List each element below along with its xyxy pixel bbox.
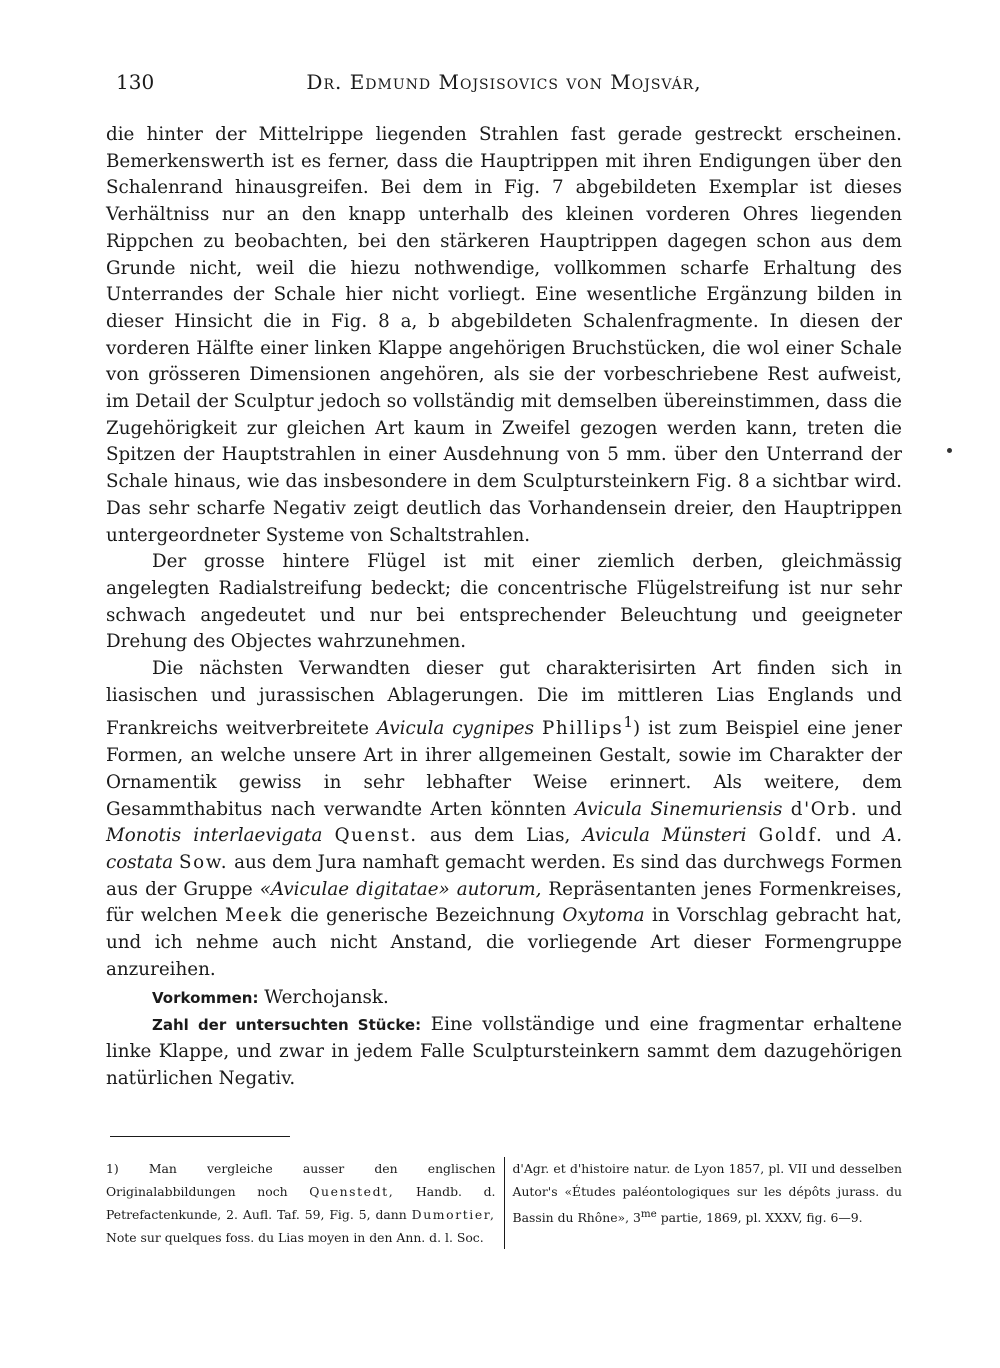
text: 1) Man vergleiche ausser den englischen Originalabbildungen noch: [106, 1161, 496, 1200]
margin-speck: [947, 448, 952, 453]
text: partie, 1869, pl. XXXV, fig. 6—9.: [656, 1210, 863, 1226]
text: d'Agr. et d'histoire natur. de Lyon 1857, pl. VII und desselben Autor's «Études paléontologiques sur les dépôts jurass. du Bassin du Rhône», 3: [512, 1161, 902, 1226]
group-name: «Aviculae digitatae» autorum,: [259, 878, 542, 900]
text: und: [823, 825, 884, 847]
footnotes: [106, 1157, 902, 1249]
text: die generische Bezeichnung: [282, 905, 563, 927]
specimen-count-label: Zahl der untersuchten Stücke:: [152, 1016, 422, 1035]
text: in Vorschlag gebracht hat, und ich nehme auch nicht Anstand, die vorliegende Art dieser Formengruppe anzureihen.: [106, 905, 902, 980]
ordinal-suffix: me: [640, 1208, 657, 1221]
paragraph-1: die hinter der Mittelrippe liegenden Strahlen fast gerade gestreckt erscheinen. Bemerkenswerth ist es ferner, dass die Hauptrippen mit ihren Endigungen über den Schalenrand hinausgreifen. Bei dem in Fig. 7 abgebildeten Exemplar ist dieses Verhältniss nur an den knapp unterhalb des kleinen vorderen Ohres liegenden Rippchen zu beobachten, bei den stärkeren Hauptrippen dagegen schon aus dem Grunde nicht, weil die hiezu nothwendige, vollkommen scharfe Erhaltung des Unterrandes der Schale hier nicht vorliegt. Eine wesentliche Ergänzung bilden in dieser Hinsicht die in Fig. 8 a, b abgebildeten Schalenfragmente. In diesen der vorderen Hälfte einer linken Klappe angehörigen Bruchstücken, die wol einer Schale von grösseren Dimensionen angehören, als sie der vorbeschriebene Rest aufweist, im Detail der Sculptur jedoch so vollständig mit demselben übereinstimmen, dass die Zugehörigkeit zur gleichen Art kaum in Zweifel gezogen werden kann, treten die Spitzen der Hauptstrahlen in einer Ausdehnung von 5 mm. über den Unterrand der Schale hinaus, wie das insbesondere in dem Sculptursteinkern Fig. 8 a sichtbar wird. Das sehr scharfe Negativ zeigt deutlich das Vorhandensein dreier, den Hauptrippen untergeordneter Systeme von Schaltstrahlen.: [106, 124, 902, 546]
footnote-divider: [110, 1136, 290, 1137]
running-head: Dr. Edmund Mojsisovics von Mojsvár,: [306, 70, 702, 94]
paragraph-3: [106, 656, 902, 984]
occurrence-line: [106, 985, 902, 1012]
footnote-column-right: [504, 1157, 903, 1249]
taxon-name: Avicula Münsteri: [582, 825, 747, 847]
text: ) ist zum Beispiel eine jener Formen, an welche unsere Art in ihrer allgemeinen Gestalt, sowie im Charakter der Ornamentik gewiss in sehr lebhafter Weise erinnert. Als weitere, dem Gesammthabitus nach verwandte Arten könnten: [106, 718, 902, 820]
taxon-name: Monotis interlaevigata: [106, 825, 323, 847]
body-text: [106, 122, 902, 1092]
page-header: [106, 70, 902, 100]
paragraph-2: Der grosse hintere Flügel ist mit einer ziemlich derben, gleichmässig angelegten Radialstreifung bedeckt; die concentrische Flügelstreifung ist nur sehr schwach angedeutet und nur bei entsprechender Beleuchtung und geeigneter Drehung des Objectes wahrzunehmen.: [106, 551, 902, 653]
occurrence-value: Werchojansk.: [258, 986, 389, 1008]
text: Handb. d. Petrefactenkunde, 2. Aufl. Taf. 59, Fig. 5, dann: [106, 1184, 496, 1223]
text: Repräsentanten jenes Formenkreises, für welchen: [106, 878, 902, 927]
footnote-ref: 1: [623, 713, 634, 732]
text: Die nächsten Verwandten dieser gut charakterisirten Art finden sich in liasischen und jurassischen Ablagerungen. Die im mittleren Lias Englands und Frankreichs weitverbreitete: [106, 658, 902, 740]
text: aus dem Lias,: [417, 825, 583, 847]
author-name: Goldf.: [758, 825, 824, 847]
taxon-name: A. costata: [106, 825, 903, 874]
genus-name: Oxytoma: [562, 905, 645, 927]
author-name: Sow.: [178, 852, 229, 874]
author-name: d'Orb.: [790, 798, 859, 820]
taxon-name: Avicula cygnipes: [376, 718, 534, 740]
author-name: Quenstedt,: [309, 1184, 395, 1200]
author-name: Quenst.: [334, 825, 418, 847]
page-number: 130: [116, 70, 155, 94]
text: und: [858, 798, 902, 820]
footnote-column-left: [106, 1157, 504, 1249]
author-name: Dumortier,: [411, 1207, 496, 1223]
specimen-count-paragraph: [106, 1012, 902, 1092]
text: aus dem Jura namhaft gemacht werden. Es sind das durchwegs Formen aus der Gruppe: [106, 852, 902, 900]
taxon-name: Avicula Sinemuriensis: [574, 798, 783, 820]
occurrence-label: Vorkommen:: [152, 988, 259, 1007]
author-name: Phillips: [541, 718, 624, 740]
author-name: Meek: [225, 905, 283, 927]
text: Note sur quelques foss. du Lias moyen in den Ann. d. l. Soc.: [106, 1230, 484, 1246]
specimen-count-value: Eine vollständige und eine fragmentar erhaltene linke Klappe, und zwar in jedem Falle Sculptursteinkern sammt dem dazugehörigen natürlichen Negativ.: [106, 1014, 903, 1089]
